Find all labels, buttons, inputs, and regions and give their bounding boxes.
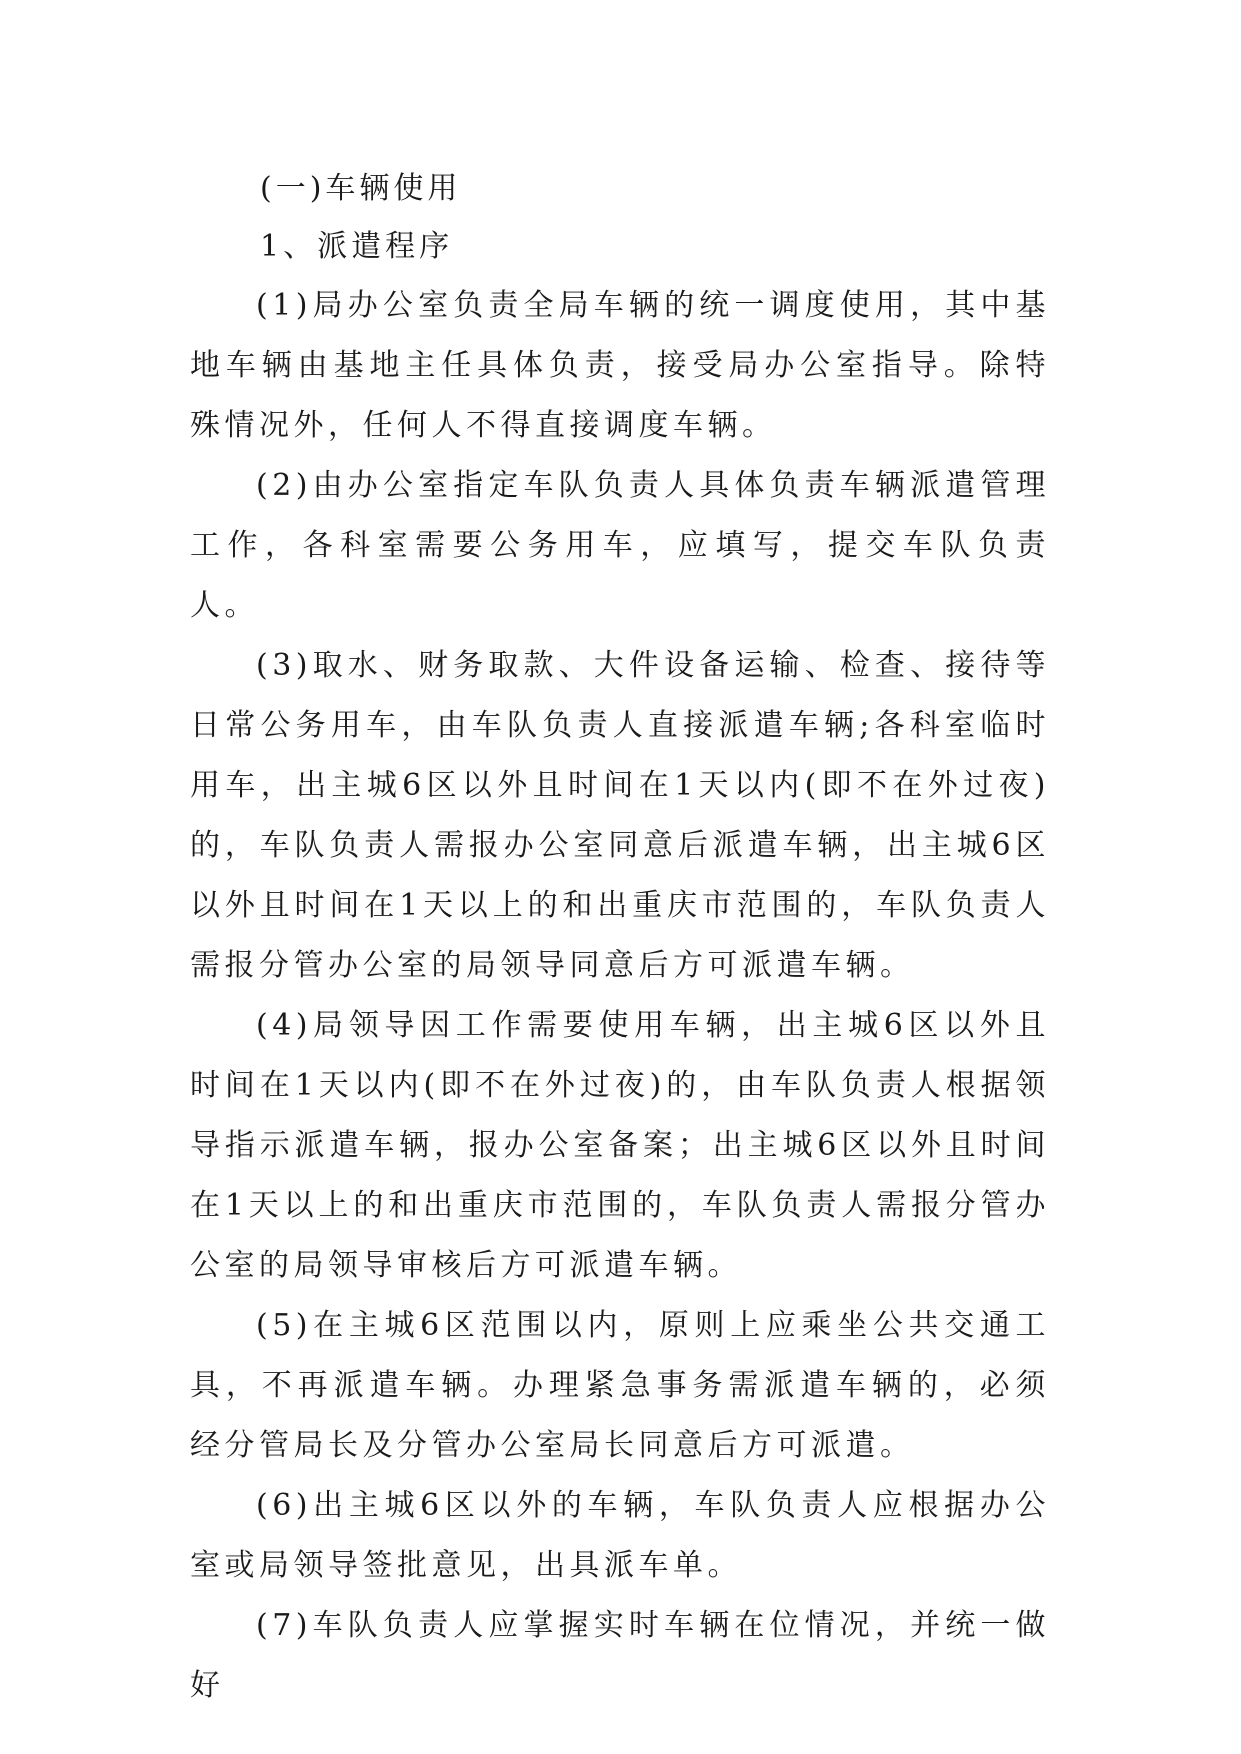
subsection-title: 1、派遣程序 (260, 229, 454, 264)
paragraph-1: (1)局办公室负责全局车辆的统一调度使用，其中基地车辆由基地主任具体负责，接受局办公室指导。除特殊情况外，任何人不得直接调度车辆。 (190, 288, 1050, 443)
section-title: (一)车辆使用 (260, 171, 462, 206)
paragraph-6: (6)出主城6区以外的车辆，车队负责人应根据办公室或局领导签批意见，出具派车单。 (190, 1488, 1050, 1583)
paragraph-3: (3)取水、财务取款、大件设备运输、检查、接待等日常公务用车，由车队负责人直接派遣车辆;各科室临时用车，出主城6区以外且时间在1天以内(即不在外过夜)的，车队负责人需报办公室同意后派遣车辆，出主城6区以外且时间在1天以上的和出重庆市范围的，车队负责人需报分管办公室的局领导同意后方可派遣车辆。 (190, 648, 1050, 983)
paragraph-2: (2)由办公室指定车队负责人具体负责车辆派遣管理工作，各科室需要公务用车，应填写，提交车队负责人。 (190, 468, 1050, 623)
paragraph-5: (5)在主城6区范围以内，原则上应乘坐公共交通工具，不再派遣车辆。办理紧急事务需派遣车辆的，必须经分管局长及分管办公室局长同意后方可派遣。 (190, 1308, 1050, 1463)
document-body (190, 160, 1050, 1716)
paragraph-7: (7)车队负责人应掌握实时车辆在位情况，并统一做好 (190, 1608, 1050, 1703)
paragraph-4: (4)局领导因工作需要使用车辆，出主城6区以外且时间在1天以内(即不在外过夜)的，由车队负责人根据领导指示派遣车辆，报办公室备案；出主城6区以外且时间在1天以上的和出重庆市范围的，车队负责人需报分管办公室的局领导审核后方可派遣车辆。 (190, 1008, 1050, 1283)
